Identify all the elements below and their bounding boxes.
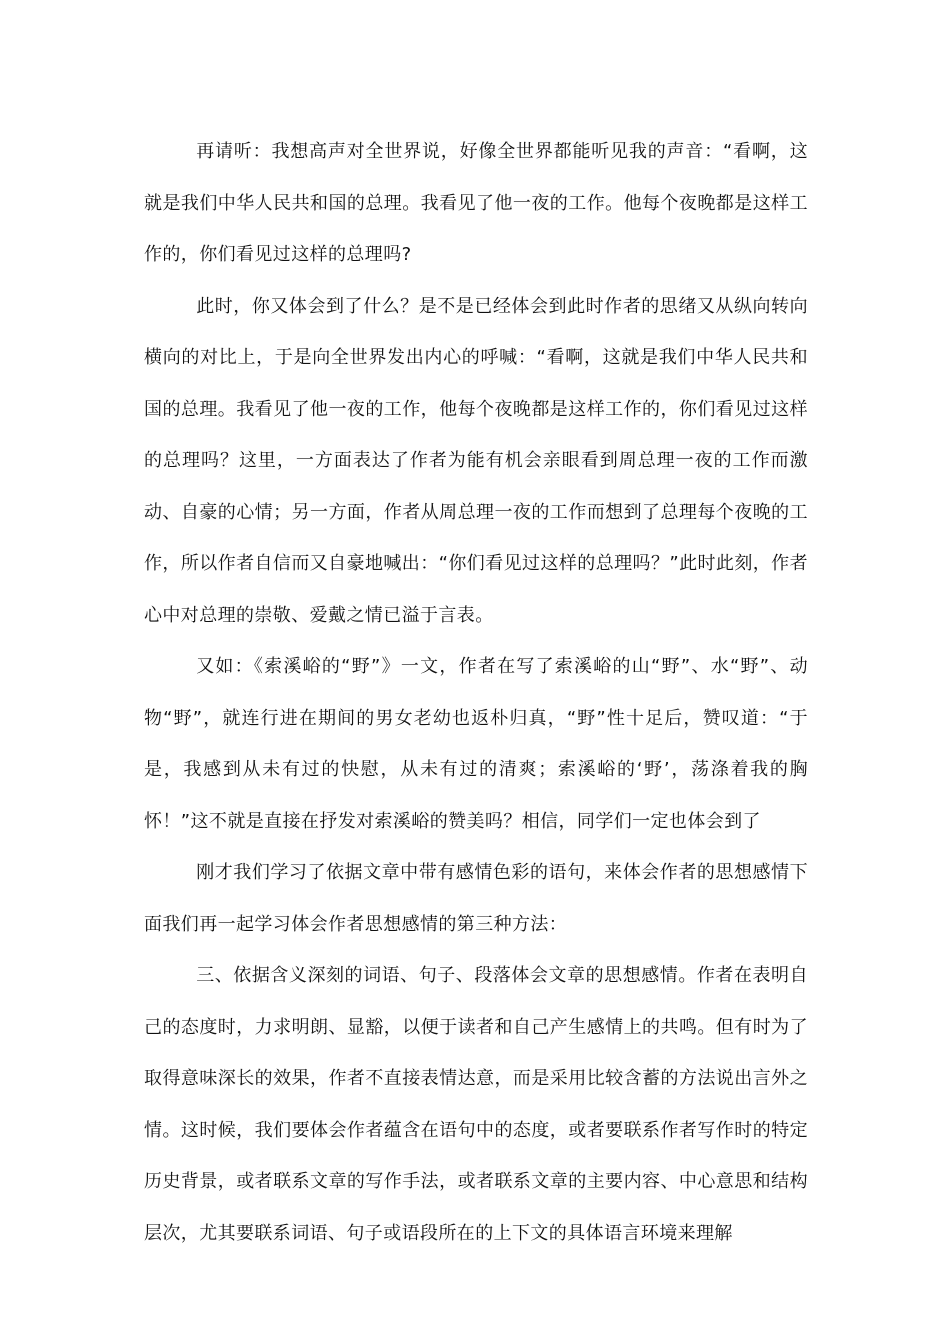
paragraph-2: 此时，你又体会到了什么？是不是已经体会到此时作者的思绪又从纵向转向横向的对比上，于是向全世界发出内心的呼喊：“看啊，这就是我们中华人民共和国的总理。我看见了他一夜的工作，他每个夜晚都是这样工作的，你们看见过这样的总理吗？这里，一方面表达了作者为能有机会亲眼看到周总理一夜的工作而激动、自豪的心情；另一方面，作者从周总理一夜的工作而想到了总理每个夜晚的工作，所以作者自信而又自豪地喊出：“你们看见过这样的总理吗？”此时此刻，作者心中对总理的崇敬、爱戴之情已溢于言表。 xyxy=(144,295,808,626)
document-body xyxy=(144,126,808,1259)
paragraph-3: 又如：《索溪峪的“野”》一文，作者在写了索溪峪的山“野”、水“野”、动物“野”，就连行进在期间的男女老幼也返朴归真，“野”性十足后，赞叹道：“于是，我感到从未有过的快慰，从未有过的清爽；索溪峪的‘野’，荡涤着我的胸怀！”这不就是直接在抒发对索溪峪的赞美吗？相信，同学们一定也体会到了 xyxy=(144,656,808,832)
paragraph-4: 刚才我们学习了依据文章中带有感情色彩的语句，来体会作者的思想感情下面我们再一起学习体会作者思想感情的第三种方法： xyxy=(144,862,808,935)
paragraph-1: 再请听：我想高声对全世界说，好像全世界都能听见我的声音：“看啊，这就是我们中华人民共和国的总理。我看见了他一夜的工作。他每个夜晚都是这样工作的，你们看见过这样的总理吗? xyxy=(144,141,808,265)
paragraph-5: 三、依据含义深刻的词语、句子、段落体会文章的思想感情。作者在表明自己的态度时，力求明朗、显豁，以便于读者和自己产生感情上的共鸣。但有时为了取得意味深长的效果，作者不直接表情达意，而是采用比较含蓄的方法说出言外之情。这时候，我们要体会作者蕴含在语句中的态度，或者要联系作者写作时的特定历史背景，或者联系文章的写作手法，或者联系文章的主要内容、中心意思和结构层次，尤其要联系词语、句子或语段所在的上下文的具体语言环境来理解 xyxy=(144,965,808,1244)
